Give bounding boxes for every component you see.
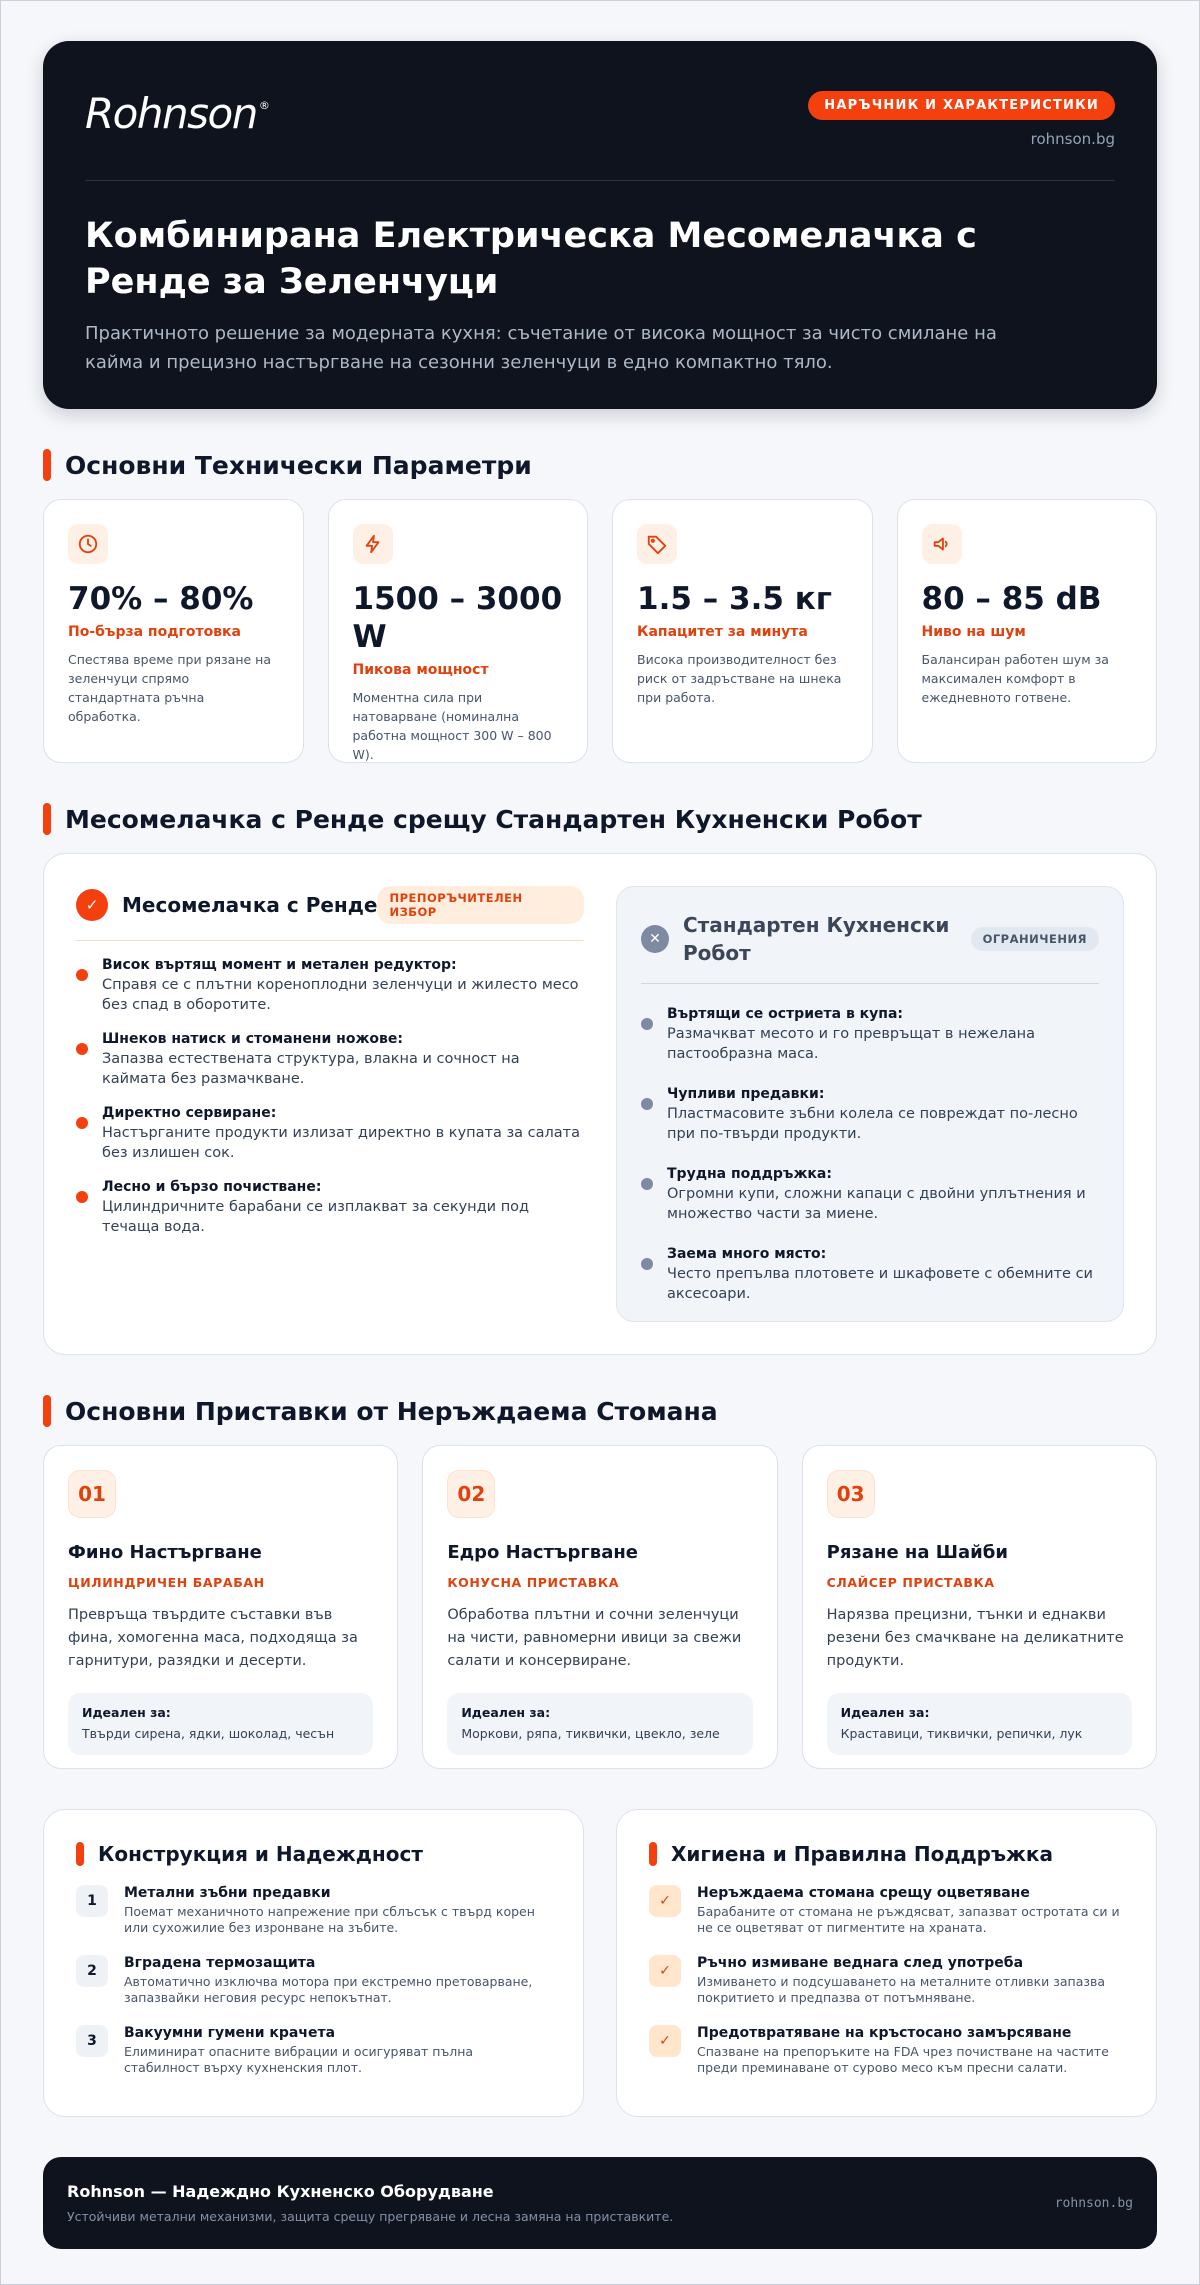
limitations-badge: ОГРАНИЧЕНИЯ [971,927,1099,951]
list-item: 1 Метални зъбни предавки Поемат механичното напрежение при сблъсък с твърд корен или сухожилие без изронване на зъбите. [76,1885,551,1936]
spec-desc: Моментна сила при натоварване (номинална работна мощност 300 W – 800 W). [352,690,552,762]
attachment-type: КОНУСНА ПРИСТАВКА [447,1575,620,1590]
list-item: Трудна поддръжка: Огромни купи, сложни капаци с двойни уплътнения и множество части за миене. [641,1164,1099,1224]
attachment-title: Фино Настъргване [68,1542,262,1563]
attachment-type: ЦИЛИНДРИЧЕН БАРАБАН [68,1575,265,1590]
bullet-icon [76,969,88,981]
footer-text [67,2182,673,2224]
recommended-badge: ПРЕПОРЪЧИТЕЛЕН ИЗБОР [377,886,584,924]
ideal-box: Идеален за: Краставици, тиквички, репички, лук [827,1693,1132,1755]
heading-accent [76,1842,84,1866]
tag-icon [637,524,677,564]
step-number: 2 [76,1955,108,1987]
page-title: Комбинирана Електрическа Месомелачка с Ренде за Зеленчуци [85,216,977,302]
bullet-icon [76,1043,88,1055]
spec-value: 1500 – 3000 W [352,581,563,655]
step-number: 1 [76,1885,108,1917]
brand-logo[interactable]: Rohnson ® [85,89,269,138]
spec-label: Ниво на шум [921,624,1026,640]
attachment-card [422,1445,777,1769]
recommended-column [76,886,584,1322]
panel-heading: Конструкция и Надеждност [76,1842,551,1866]
bullet-icon [641,1258,653,1270]
spec-label: По-бърза подготовка [68,624,241,640]
spec-card [897,499,1158,763]
hygiene-panel [616,1809,1157,2117]
check-icon: ✓ [649,2025,681,2057]
advantages-list [76,955,584,1237]
footer-subtitle: Устойчиви метални механизми, защита срещу прегряване и лесна замяна на приставките. [67,2209,674,2224]
limitations-header [641,911,1099,984]
attachment-desc: Обработва плътни и сочни зеленчуци на чисти, равномерни ивици за свежи салати и консервиране. [447,1607,742,1669]
heading-accent [43,1395,51,1427]
attachment-number: 03 [827,1470,875,1518]
step-number: 3 [76,2025,108,2057]
list-item: ✓ Неръждаема стомана срещу оцветяване Барабаните от стомана не ръждясват, запазват остротата си и не се оцветяват от пигментите на храната. [649,1885,1124,1936]
attachments-heading: Основни Приставки от Неръждаема Стомана [43,1395,1157,1427]
list-item: Заема много място: Често препълва плотовете и шкафовете с обемните си аксесоари. [641,1244,1099,1304]
attachment-number: 02 [447,1470,495,1518]
bullet-icon [76,1191,88,1203]
spec-card [43,499,304,763]
lightning-icon [353,524,393,564]
attachment-card [802,1445,1157,1769]
heading-accent [649,1842,657,1866]
attachment-desc: Превръща твърдите съставки във фина, хомогенна маса, подходяща за гарнитури, разядки и десерти. [68,1607,358,1669]
heading-accent [43,449,51,481]
footer-site-link[interactable]: rohnson.bg [1054,2195,1133,2211]
bullet-icon [641,1098,653,1110]
ideal-box: Идеален за: Моркови, ряпа, тиквички, цвекло, зеле [447,1693,752,1755]
list-item: ✓ Предотвратяване на кръстосано замърсяване Спазване на препоръките на FDA чрез почистване на частите преди преминаване от сурово месо към пресни салати. [649,2025,1124,2076]
spec-value: 1.5 – 3.5 кг [637,581,832,617]
list-item: 3 Вакуумни гумени крачета Елиминират опасните вибрации и осигуряват пълна стабилност върху кухненския плот. [76,2025,551,2076]
attachment-title: Едро Настъргване [447,1542,638,1563]
hero-meta [808,91,1115,148]
list-item: 2 Вградена термозащита Автоматично изключва мотора при екстремно претоварване, запазвайки неговия ресурс непокътнат. [76,1955,551,2006]
list-item: Чупливи предавки: Пластмасовите зъбни колела се повреждат по-лесно при по-твърди продукти. [641,1084,1099,1144]
specs-grid [43,499,1157,763]
page-subtitle: Практичното решение за модерната кухня: съчетание от висока мощност за чисто смилане на кайма и прецизно настъргване на сезонни зеленчуци в едно компактно тяло. [85,323,997,373]
attachment-title: Рязане на Шайби [826,1542,1008,1563]
spec-desc: Висока производителност без риск от задръстване на шнека при работа. [637,652,842,705]
list-item: ✓ Ръчно измиване веднага след употреба Измиването и подсушаването на металните отливки запазва покритието и предпазва от потъмняване. [649,1955,1124,2006]
column-title: Месомелачка с Ренде [122,893,378,917]
info-panels [43,1809,1157,2117]
check-icon: ✓ [649,1885,681,1917]
list-item: Директно сервиране: Настърганите продукти излизат директно в купата за салата без излишен сок. [76,1103,584,1163]
attachment-card [43,1445,398,1769]
check-icon: ✓ [76,889,108,921]
bullet-icon [641,1018,653,1030]
speaker-icon [922,524,962,564]
limitations-column [616,886,1124,1322]
attachment-desc: Нарязва прецизни, тънки и еднакви резени без смачкване на деликатните продукти. [826,1607,1124,1669]
page [1,1,1199,2284]
attachment-type: СЛАЙСЕР ПРИСТАВКА [826,1575,995,1590]
list-item: Лесно и бързо почистване: Цилиндричните барабани се изплакват за секунди под течаща вода. [76,1177,584,1237]
comparison-panel [43,853,1157,1355]
compare-heading: Месомелачка с Ренде срещу Стандартен Кухненски Робот [43,803,1157,835]
limitations-list [641,1004,1099,1304]
spec-value: 80 – 85 dB [921,581,1102,617]
bullet-icon [76,1117,88,1129]
close-icon: ✕ [641,925,669,953]
attachments-grid [43,1445,1157,1769]
spec-desc: Спестява време при рязане на зеленчуци спрямо стандартната ръчна обработка. [68,652,271,724]
recommended-header [76,886,584,941]
spec-value: 70% – 80% [68,581,254,617]
hero-top [85,91,1115,181]
check-icon: ✓ [649,1955,681,1987]
panel-heading: Хигиена и Правилна Поддръжка [649,1842,1124,1866]
footer-title: Rohnson — Надеждно Кухненско Оборудване [67,2182,494,2201]
hero-banner [43,41,1157,409]
clock-icon [68,524,108,564]
site-link[interactable]: rohnson.bg [1030,130,1115,148]
specs-heading: Основни Технически Параметри [43,449,1157,481]
spec-desc: Балансиран работен шум за максимален комфорт в ежедневното готвене. [921,652,1109,705]
heading-accent [43,803,51,835]
list-item: Въртящи се остриета в купа: Размачкват месото и го превръщат в нежелана пастообразна маса. [641,1004,1099,1064]
spec-card [612,499,873,763]
list-item: Висок въртящ момент и метален редуктор: Справя се с плътни кореноплодни зеленчуци и жилесто месо без спад в оборотите. [76,955,584,1015]
column-title: Стандартен Кухненски Робот [683,913,950,965]
construction-panel [43,1809,584,2117]
guide-badge: НАРЪЧНИК И ХАРАКТЕРИСТИКИ [808,91,1115,120]
list-item: Шнеков натиск и стоманени ножове: Запазва естествената структура, влакна и сочност на каймата без размачкване. [76,1029,584,1089]
ideal-box: Идеален за: Твърди сирена, ядки, шоколад, чесън [68,1693,373,1755]
spec-label: Пикова мощност [352,662,489,678]
bullet-icon [641,1178,653,1190]
spec-label: Капацитет за минута [637,624,808,640]
spec-card [328,499,589,763]
attachment-number: 01 [68,1470,116,1518]
footer [43,2157,1157,2249]
